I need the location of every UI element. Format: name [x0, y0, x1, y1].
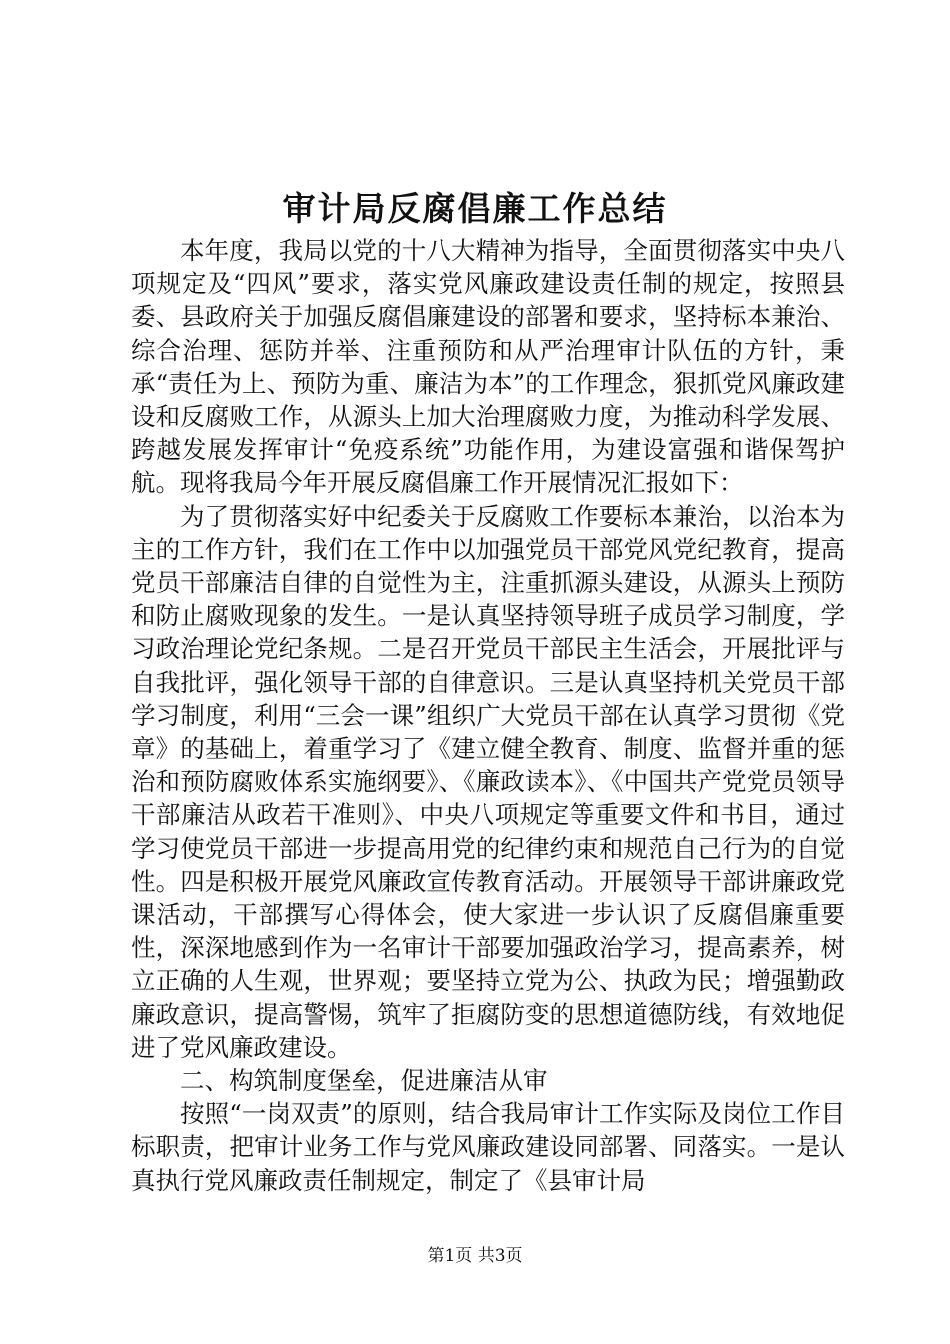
document-title: 审计局反腐倡廉工作总结: [282, 189, 668, 228]
paragraph-system: 按照“一岗双责”的原则，结合我局审计工作实际及岗位工作目标职责，把审计业务工作与党风廉政建设同部署、同落实。一是认真执行党风廉政责任制规定，制定了《县审计局: [131, 1099, 845, 1195]
paragraph-education: 为了贯彻落实好中纪委关于反腐败工作要标本兼治，以治本为主的工作方针，我们在工作中以加强党员干部党风党纪教育，提高党员干部廉洁自律的自觉性为主，注重抓源头建设，从源头上预防和防止腐败现象的发生。一是认真坚持领导班子成员学习制度，学习政治理论党纪条规。二是召开党员干部民主生活会，开展批评与自我批评，强化领导干部的自律意识。三是认真坚持机关党员干部学习制度，利用“三会一课”组织广大党员干部在认真学习贯彻《党章》的基础上，着重学习了《建立健全教育、制度、监督并重的惩治和预防腐败体系实施纲要》、《廉政读本》、《中国共产党党员领导干部廉洁从政若干准则》、中央八项规定等重要文件和书目，通过学习使党员干部进一步提高用党的纪律约束和规范自己行为的自觉性。四是积极开展党风廉政宣传教育活动。开展领导干部讲廉政党课活动，干部撰写心得体会，使大家进一步认识了反腐倡廉重要性，深深地感到作为一名审计干部要加强政治学习，提高素养，树立正确的人生观，世界观；要坚持立党为公、执政为民；增强勤政廉政意识，提高警惕，筑牢了拒腐防变的思想道德防线，有效地促进了党风廉政建设。: [131, 501, 845, 1062]
document-body: [131, 234, 845, 1197]
page-number-footer: 第1页 共3页: [427, 1246, 523, 1266]
paragraph-intro: 本年度，我局以党的十八大精神为指导，全面贯彻落实中央八项规定及“四风”要求，落实党风廉政建设责任制的规定，按照县委、县政府关于加强反腐倡廉建设的部署和要求，坚持标本兼治、综合治理、惩防并举、注重预防和从严治理审计队伍的方针，秉承“责任为上、预防为重、廉洁为本”的工作理念，狠抓党风廉政建设和反腐败工作，从源头上加大治理腐败力度，为推动科学发展、跨越发展发挥审计“免疫系统”功能作用，为建设富强和谐保驾护航。现将我局今年开展反腐倡廉工作开展情况汇报如下：: [131, 236, 845, 498]
section-heading-2: 二、构筑制度堡垒，促进廉洁从审: [180, 1066, 548, 1096]
